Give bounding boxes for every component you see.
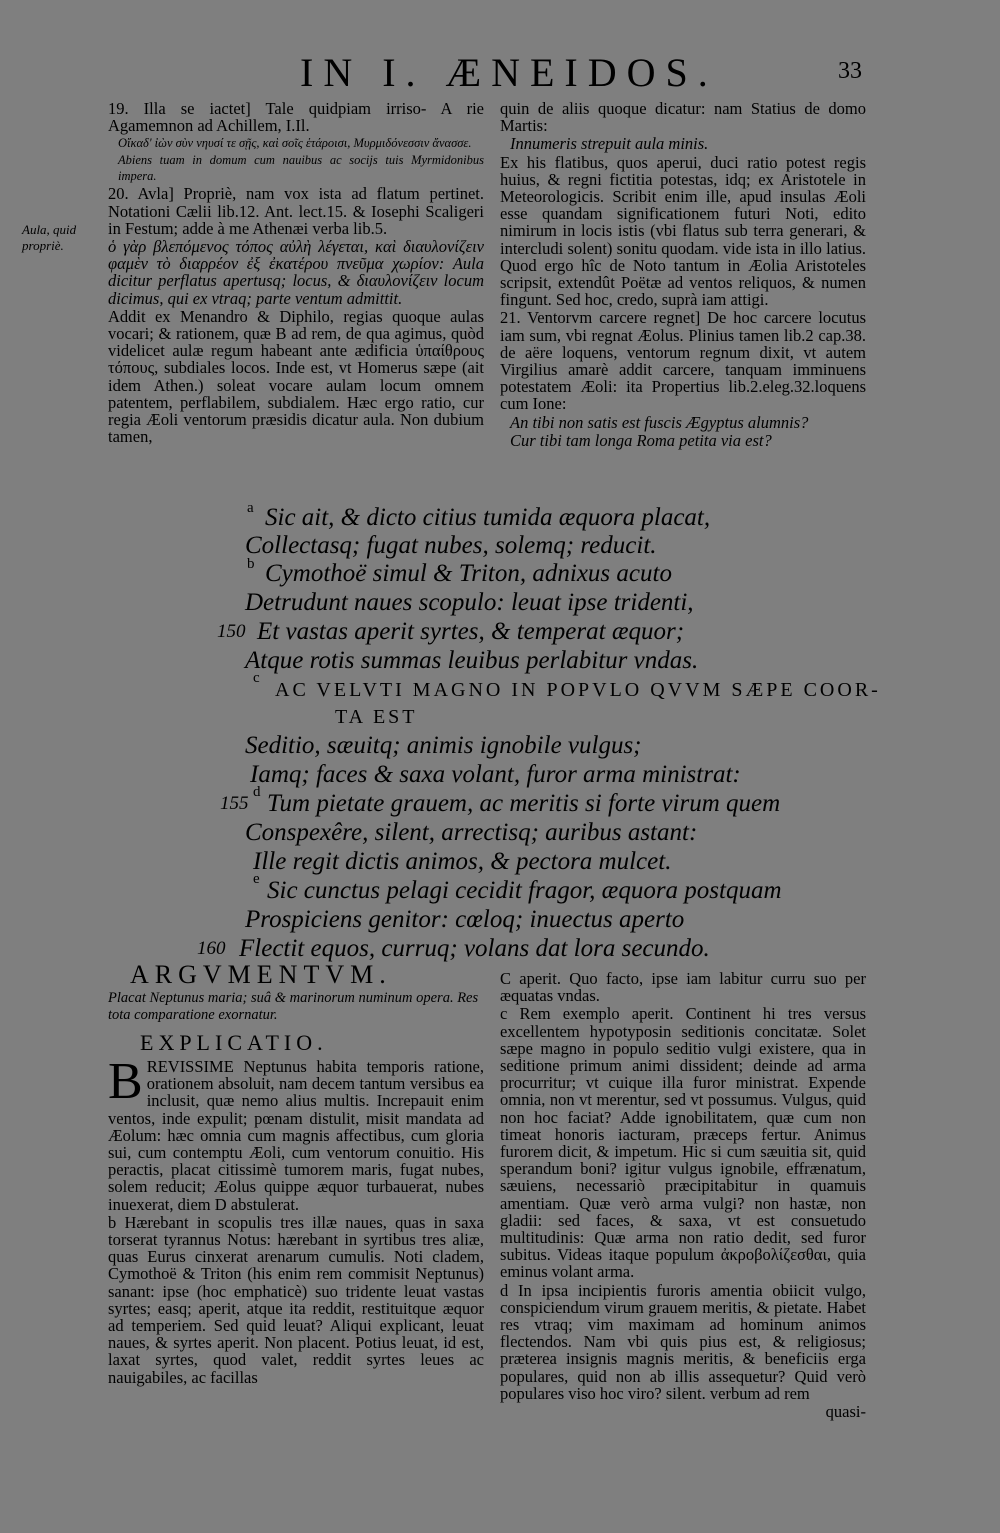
verse-line: Seditio, sæuitq; animis ignobile vulgus; [245,732,642,759]
verse-marker-e: e [253,871,260,887]
margin-note-aula: Aula, quid propriè. [22,222,77,253]
greek-quote: Οἴκαδ' ἰὼν σὺν νηυσί τε σῇς, καὶ σοῖς ἑτάροισι, Μυρμιδόνεσσιν ἄνασσε. [118,136,472,151]
explicatio-paragraph-b: b Hærebant in scopulis tres illæ naues, quas in saxa torserat tyrannus Notus: hærebant in syrtibus tres aliæ, quas Eurus cinxerat arenarum cumulis. Noti cladem, Cymothoë & Triton (his enim rem commisit Neptunus) sanant: ipse (hoc emphaticè) suo tridente leuat vastas syrtes; easq; aperit, atque ita reddit, restituitque æquor ad temperiem. Sed quid leuat? Aliqui explicant, leuat naues, & syrtes aperit. Non placent. Potius leuat, id est, laxat syrtes, quod valet, reddit syrtes leues ac nauigabiles, ac facillas [108,1212,484,1387]
propertius-line-1: An tibi non satis est fuscis Ægyptus alumnis? [510,412,809,432]
page-header [0,48,1000,98]
verse-line: Collectasq; fugat nubes, solemq; reducit. [245,532,657,559]
line-number-155: 155 [220,793,249,814]
verse-line: Prospiciens genitor: cœloq; inuectus aperto [245,906,685,933]
catchword: quasi- [825,1402,866,1422]
verse-line: Et vastas aperit syrtes, & temperat æquor; [257,618,685,645]
commentary-paragraph-d: d In ipsa incipientis furoris amentia obiicit vulgo, conspiciendum virum grauem meritis, & pietate. Habet res vtraq; vim maximam ad hominum animos flectendos. Nam vbi quis pius est, & religiosus; præterea insignis magnis meritis, & beneficiis erga populares, quid non ab illis assequetur? Quid verò populares viso hoc viro? silent. verbum ad rem [500,1280,866,1403]
verse-marker-a: a [247,500,254,516]
argument-title: ARGVMENTVM. [130,960,392,989]
verse-line: Tum pietate grauem, ac meritis si forte virum quem [267,790,781,817]
latin-translation: Abiens tuam in domum cum nauibus ac socijs tuis Myrmidonibus impera. [118,153,484,184]
verse-marker-d: d [253,784,261,800]
commentary-paragraph: C aperit. Quo facto, ipse iam labitur curru suo per æquatas vndas. [500,970,866,1006]
verse-line: Sic cunctus pelagi cecidit fragor, æquora postquam [267,877,782,904]
commentary-paragraph-c: c Rem exemplo aperit. Continent hi tres versus excellentem hypotyposin seditionis concitatæ. Solet sæpe magno in populo seditio vulgi existere, qua in seditione primum animi dissident; deinde ad arma procurritur; vt cuique illa furor ministrat. Expende omnia, non vt merentur, sed vt possumus. Vulgus, quid non hoc faciat? Adde ignobilitatem, quæ cum non timeat honoris iacturam, præceps fertur. Animus furorem dicit, & impetum. Hic si cum sæuitia sit, quid sperandum boni? igitur vulgus ignobile, effrænatum, sæuiens, necessariò præcipitabitur in quamuis amentiam. Quæ verò arma vulgi? non hastæ, non gladii: sed faces, & saxa, vt est consuetudo multitudinis: Quæ arma non ratio dedit, sed furor subitus. Videas itaque populum ἀκροβολίζεσθαι, quia eminus volant arma. [500,1004,866,1282]
explicatio-paragraph-a: BREVISSIME Neptunus habita temporis ratione, orationem absoluit, nam decem tantum versibus ea inclusit, quæ nemo alius multis. Increpauit enim ventos, inde expulit; pœnam distulit, misit mandata ad Æolum: hæc omnia cum magnis affectibus, cum gloria sui, cum contemptu Æoli, cum ventorum conuitio. His peractis, placat citissimè tumorem maris, fugat nubes, solem reducit; Æolus quippe æquor turbauerat, nubes inuexerat, diem D abstulerat. [108,1058,484,1214]
verse-marker-b: b [247,556,255,572]
verse-line: Iamq; faces & saxa volant, furor arma ministrat: [250,761,741,788]
note-19: 19. Illa se iactet] Tale quidpiam irriso- A rie Agamemnon ad Achillem, I.Il. [108,100,484,136]
verse-line: Ille regit dictis animos, & pectora mulcet. [253,848,672,875]
note-21: 21. Ventorvm carcere regnet] De hoc carcere locutus iam sum, vbi regnat Æolus. Plinius tamen lib.2 cap.38. de aëre loquens, ventorum regnum dixit, vt autem Virgilius amarè addit carcere, tanquam imminuens potestatem Æoli: ita Propertius lib.2.eleg.32.loquens cum Ione: [500,308,866,414]
verse-line: Conspexêre, silent, arrectisq; auribus astant: [245,819,698,846]
verse-line: Atque rotis summas leuibus perlabitur vndas. [245,647,699,674]
left-column-top [108,100,484,495]
right-column-bottom [500,970,866,1523]
verse-line: Cymothoë simul & Triton, adnixus acuto [265,560,672,587]
note-20: 20. Avla] Propriè, nam vox ista ad flatum pertinet. Notationi Cælii lib.12. Ant. lect.15. & Iosephi Scaligeri in Festum; adde à me Athenæi verba lib.5. [108,184,484,238]
line-number-160: 160 [197,938,226,959]
verse-marker-c: c [253,670,260,686]
lemma-line: AC VELVTI MAGNO IN POPVLO QVVM SÆPE COOR- [275,679,881,701]
note-20-cont: Addit ex Menandro & Diphilo, regias quoque aulas vocari; & rationem, quæ B ad rem, de qua agimus, quòd videlicet aulæ regum habeant ante ædificia ὑπαίθρους τόπους, subdiales locos. Inde est, vt Homerus sæpe (ait idem Athen.) soleat vocare aulam locum omnem patentem, perflabilem, subdialem. Hæc ergo ratio, cur regia Æoli ventorum præsidis dicatur aula. Non dubium tamen, [108,306,484,447]
page-number: 33 [838,58,862,84]
verse-line: Sic ait, & dicto citius tumida æquora placat, [265,504,711,531]
drop-cap: B [108,1058,143,1110]
explicatio-title: EXPLICATIO. [140,1030,328,1055]
athenaeus-quote: ὁ γὰρ βλεπόμενος τόπος αὐλὴ λέγεται, καὶ διαυλονίζειν φαμὲν τὸ διαρρέον ἐξ ἐκατέρου πνεῦμα χωρίον: Aula dicitur perflatus apertusq; locus, & διαυλονίζειν locum dicimus, qui ex vtraq; parte ventum admittit. [108,237,484,308]
aristotle-note: Ex his flatibus, quos aperui, duci ratio potest regis huius, & regni fictitia potestas, idq; ex Aristotele in Meteorologicis. Scribit enim ille, apud insulas Æoli esse quandam significationem futuri Noti, edito nimirum in locis istis (vbi flatus sub terra generari, & intercludi solent) sonitu quodam. vide ista in illo latius. Quod ergo hîc de Noto tantum in Æolia Aristoteles scripsit, extendût Poëtæ ad ventos reliquos, & numen fingunt. Sed hoc, credo, suprà iam attigi. [500,152,866,310]
right-column-top [500,100,866,495]
left-column-bottom [108,1058,484,1523]
verse-line: Detrudunt naues scopulo: leuat ipse tridenti, [245,589,694,616]
argument-text: Placat Neptunus maria; suâ & marinorum numinum opera. Res tota comparatione exornatur. [108,990,479,1023]
line-number-150: 150 [217,621,246,642]
propertius-line-2: Cur tibi tam longa Roma petita via est? [510,430,772,450]
lemma-line: TA EST [335,706,418,728]
verse-line: Flectit equos, curruq; volans dat lora secundo. [239,935,710,962]
note-20-end: quin de aliis quoque dicatur: nam Statius de domo Martis: [500,100,866,136]
running-title: IN I. ÆNEIDOS. [300,50,718,95]
statius-quote: Innumeris strepuit aula minis. [510,134,709,154]
